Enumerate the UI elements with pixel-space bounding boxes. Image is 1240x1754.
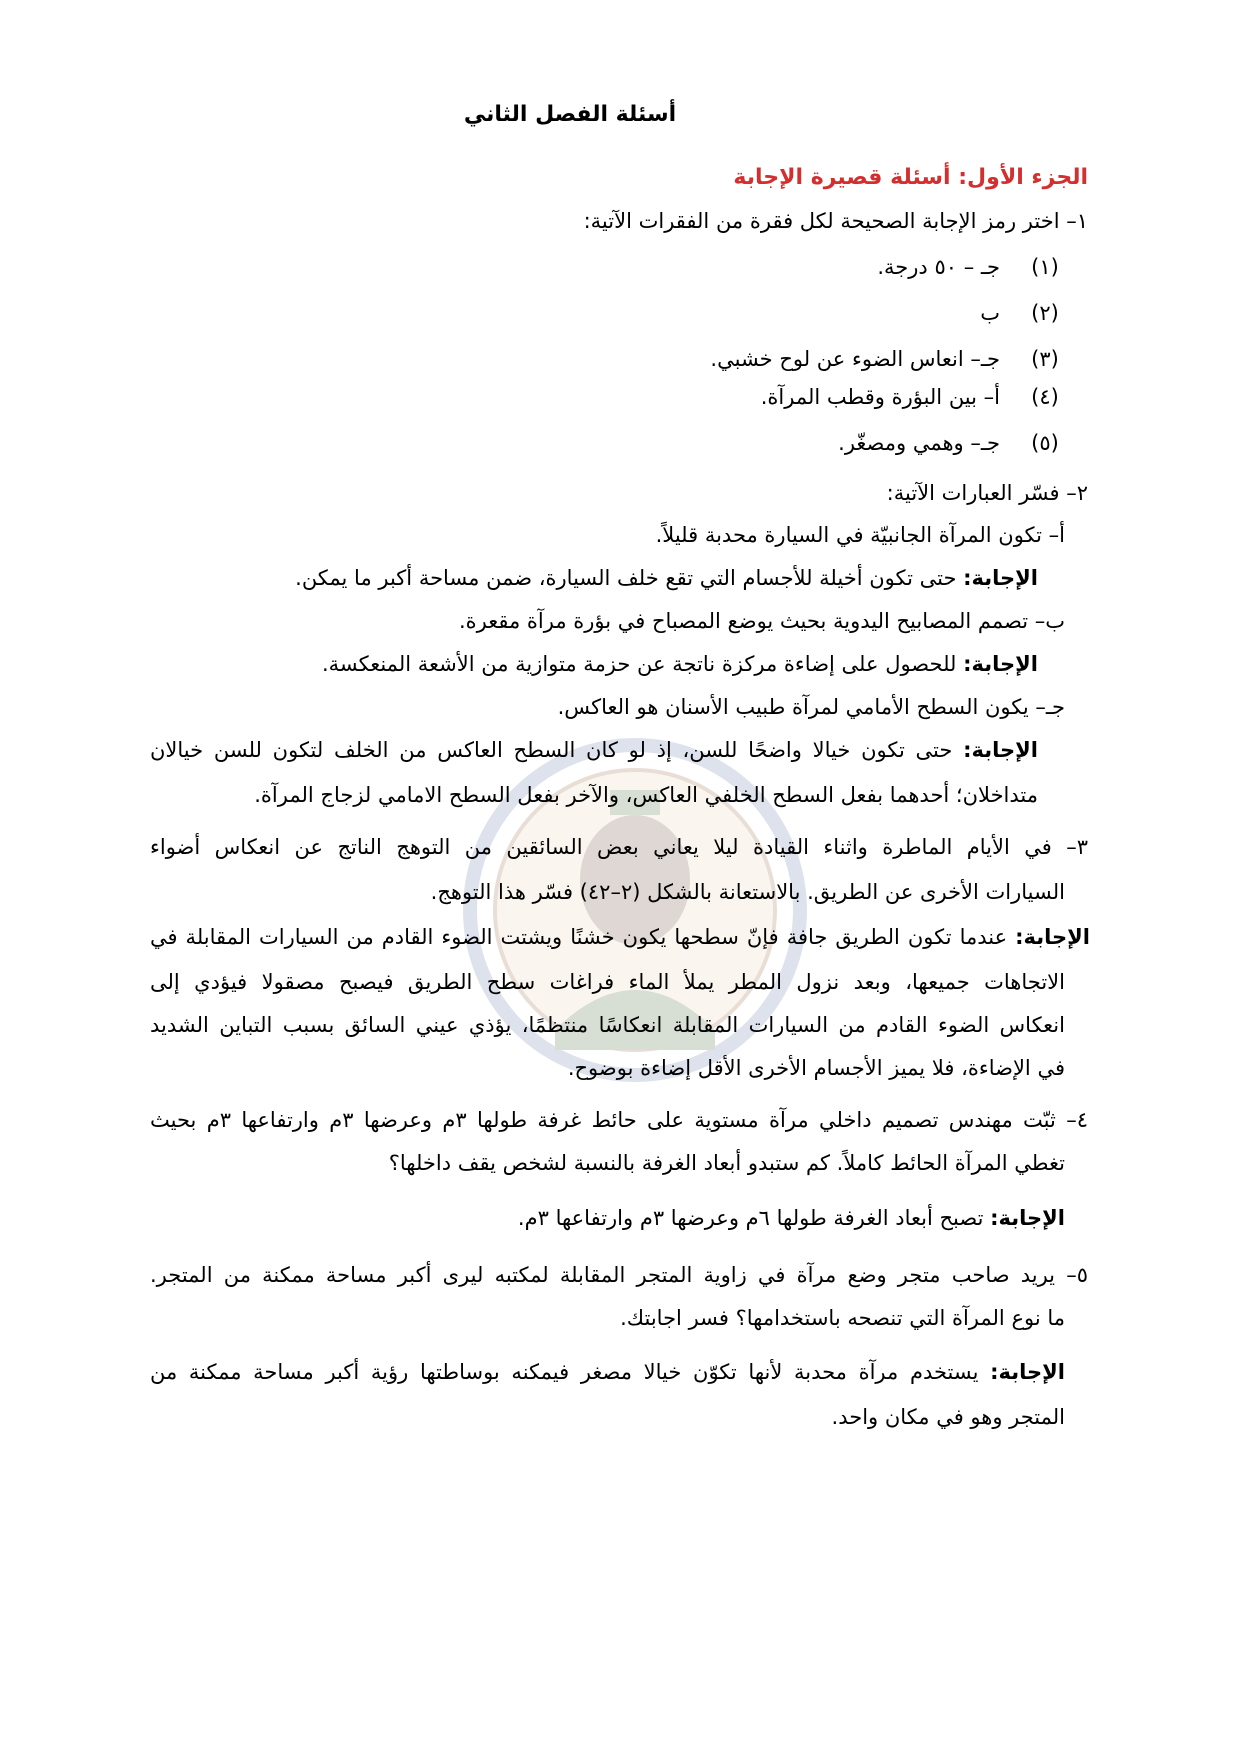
answer-text: يستخدم مرآة محدبة لأنها تكوّن خيالا مصغر فيمكنه بوساطتها رؤية أكبر مساحة ممكنة من [150,1360,979,1384]
answer-label: الإجابة: [990,1360,1065,1384]
option-text: جـ – ٥٠ درجة. [877,255,1000,279]
answer-label: الإجابة: [963,652,1038,676]
answer-text: تصبح أبعاد الغرفة طولها ٦م وعرضها ٣م وارتفاعها ٣م. [517,1206,984,1230]
option-number: (٥) [1031,431,1059,455]
answer-text: حتى تكون أخيلة للأجسام التي تقع خلف السيارة، ضمن مساحة أكبر ما يمكن. [295,566,957,590]
answer-text: عندما تكون الطريق جافة فإنّ سطحها يكون خشنًا ويشتت الضوء القادم من السيارات المقابلة في [150,925,1008,949]
question-4-line-1: ٤– ثبّت مهندس تصميم داخلي مرآة مستوية على حائط غرفة طولها ٣م وعرضها ٣م وارتفاعها ٣م بحيث [150,1108,1088,1132]
question-2-prompt: ٢– فسّر العبارات الآتية: [886,481,1088,505]
answer-label: الإجابة: [963,738,1038,762]
answer-3-line-3: انعكاس الضوء القادم من السيارات المقابلة انعكاسًا منتظمًا، يؤذي عيني السائق بسبب التباين الشديد [150,1013,1065,1037]
answer-3-line-1 [150,922,1090,952]
option-text: جـ– وهمي ومصغّر. [838,431,1000,455]
question-2b: ب– تصمم المصابيح اليدوية بحيث يوضع المصباح في بؤرة مرآة مقعرة. [458,609,1065,633]
question-5-line-1: ٥– يريد صاحب متجر وضع مرآة في زاوية المتجر المقابلة لمكتبه ليرى أكبر مساحة ممكنة من المتجر. [150,1263,1088,1287]
question-2c: جـ– يكون السطح الأمامي لمرآة طبيب الأسنان هو العاكس. [557,695,1065,719]
question-4-line-2: تغطي المرآة الحائط كاملاً. كم ستبدو أبعاد الغرفة بالنسبة لشخص يقف داخلها؟ [388,1151,1065,1175]
question-1-prompt: ١– اختر رمز الإجابة الصحيحة لكل فقرة من الفقرات الآتية: [583,209,1088,233]
answer-text: حتى تكون خيالا واضحًا للسن، إذ لو كان السطح العاكس من الخلف لتكون للسن خيالان [150,738,953,762]
question-3-line-2: السيارات الأخرى عن الطريق. بالاستعانة بالشكل (٢–٤٢) فسّر هذا التوهج. [430,880,1065,904]
answer-label: الإجابة: [963,566,1038,590]
option-text: ب [980,301,1000,325]
answer-label: الإجابة: [1015,925,1090,949]
answer-2c-line-1 [150,735,1038,765]
answer-label: الإجابة: [990,1206,1065,1230]
option-number: (٤) [1031,385,1059,409]
answer-2b [322,649,1038,679]
answer-5-line-2: المتجر وهو في مكان واحد. [831,1405,1065,1429]
option-text: جـ– انعاس الضوء عن لوح خشبي. [710,347,1000,371]
question-2a: أ– تكون المرآة الجانبيّة في السيارة محدبة قليلاً. [655,523,1065,547]
option-number: (٣) [1031,347,1059,371]
question-3-line-1: ٣– في الأيام الماطرة واثناء القيادة ليلا يعاني بعض السائقين من التوهج الناتج عن انعكاس أضواء [150,835,1088,859]
option-number: (٢) [1031,301,1059,325]
question-5-line-2: ما نوع المرآة التي تنصحه باستخدامها؟ فسر اجابتك. [620,1306,1065,1330]
answer-text: للحصول على إضاءة مركزة ناتجة عن حزمة متوازية من الأشعة المنعكسة. [321,652,957,676]
part-heading: الجزء الأول: أسئلة قصيرة الإجابة [733,165,1088,190]
answer-3-line-4: في الإضاءة، فلا يميز الأجسام الأخرى الأقل إضاءة بوضوح. [567,1056,1065,1080]
page-title: أسئلة الفصل الثاني [463,102,677,127]
answer-2c-line-2: متداخلان؛ أحدهما بفعل السطح الخلفي العاكس، والآخر بفعل السطح الامامي لزجاج المرآة. [254,783,1038,807]
answer-5-line-1 [150,1357,1065,1387]
answer-2a [295,563,1038,593]
option-text: أ– بين البؤرة وقطب المرآة. [760,385,1000,409]
answer-4 [518,1203,1065,1233]
answer-3-line-2: الاتجاهات جميعها، وبعد نزول المطر يملأ الماء فراغات سطح الطريق فيصبح مصقولا فيؤدي إلى [150,970,1065,994]
option-number: (١) [1031,255,1059,279]
